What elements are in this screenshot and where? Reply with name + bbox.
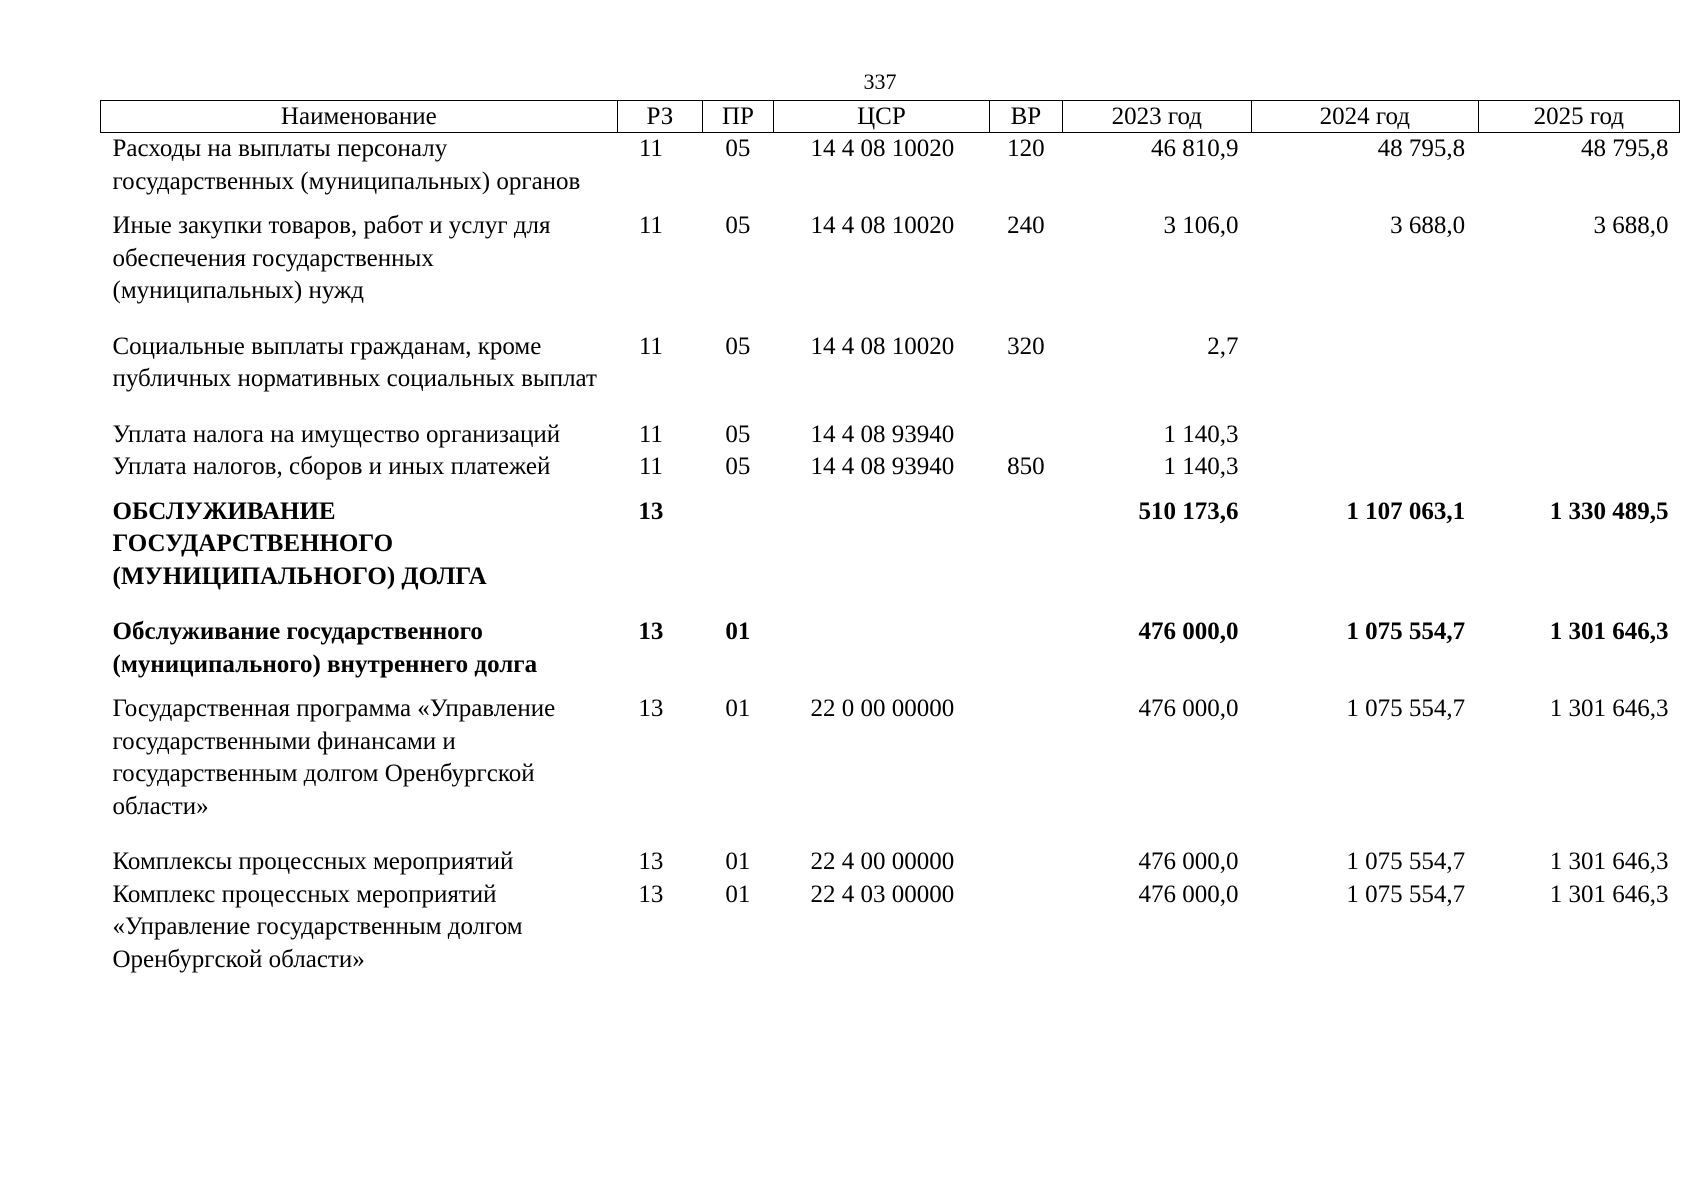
row-rz: 11 [638, 135, 663, 162]
row-2024: 1 075 554,7 [1346, 618, 1466, 645]
row-2025: 3 688,0 [1593, 212, 1669, 239]
row-rz: 11 [638, 453, 663, 480]
row-2024: 1 075 554,7 [1346, 848, 1466, 875]
row-csr: 14 4 08 10020 [810, 212, 955, 239]
row-2023: 1 140,3 [1163, 420, 1239, 448]
row-pr [703, 496, 773, 617]
row-vr: 120 [1007, 135, 1045, 162]
row-name: Иные закупки товаров, работ и услуг для обеспечения государственных (муниципальных) нужд [112, 212, 551, 304]
row-pr: 05 [725, 332, 751, 360]
row-2025: 1 301 646,3 [1549, 618, 1669, 645]
row-vr: 320 [1007, 332, 1045, 360]
row-2024: 1 107 063,1 [1346, 497, 1466, 525]
row-rz: 13 [638, 880, 664, 908]
header-csr: ЦСР [773, 101, 990, 133]
row-name: Обслуживание государственного (муниципального) внутреннего долга [112, 618, 538, 678]
row-pr: 05 [725, 453, 751, 480]
row-2023: 510 173,6 [1138, 497, 1239, 525]
row-vr [990, 879, 1063, 977]
table-row-section [101, 496, 1680, 617]
row-2025 [1478, 419, 1679, 452]
header-name: Наименование [101, 101, 618, 133]
header-2023: 2023 год [1062, 101, 1251, 133]
table-row [101, 133, 1680, 211]
header-2025: 2025 год [1478, 101, 1679, 133]
table-header-row [101, 101, 1680, 133]
table-row [101, 331, 1680, 419]
row-pr: 01 [725, 618, 751, 645]
header-vr: ВР [990, 101, 1063, 133]
row-2025: 1 301 646,3 [1549, 880, 1669, 908]
row-csr [773, 616, 990, 693]
row-csr [773, 496, 990, 617]
row-pr: 05 [725, 135, 751, 162]
row-2024: 1 075 554,7 [1346, 880, 1466, 908]
row-rz: 13 [638, 695, 664, 722]
header-pr: ПР [703, 101, 773, 133]
table-row [101, 846, 1680, 879]
row-2023: 46 810,9 [1150, 135, 1239, 162]
row-csr: 22 4 03 00000 [810, 880, 955, 908]
row-name: Уплата налога на имущество организаций [112, 420, 561, 448]
row-pr: 05 [725, 420, 751, 448]
header-2024: 2024 год [1251, 101, 1478, 133]
row-csr: 14 4 08 10020 [810, 135, 955, 162]
row-2024: 48 795,8 [1377, 135, 1466, 162]
table-row [101, 693, 1680, 846]
row-csr: 14 4 08 93940 [810, 420, 955, 448]
table-row-subsection [101, 616, 1680, 693]
row-rz: 13 [638, 848, 664, 875]
row-vr [990, 693, 1063, 846]
row-vr: 850 [1007, 453, 1045, 480]
row-name: ОБСЛУЖИВАНИЕ ГОСУДАРСТВЕННОГО (МУНИЦИПАЛЬНОГО) ДОЛГА [112, 497, 487, 590]
row-2023: 476 000,0 [1138, 618, 1239, 645]
page-number: 337 [863, 69, 897, 94]
row-pr: 05 [725, 212, 751, 239]
row-csr: 14 4 08 10020 [810, 332, 955, 360]
table-row [101, 419, 1680, 452]
row-2024: 1 075 554,7 [1346, 695, 1466, 722]
row-rz: 11 [638, 420, 663, 448]
row-2025: 48 795,8 [1581, 135, 1669, 162]
row-vr: 240 [1007, 212, 1045, 239]
row-vr [990, 616, 1063, 693]
row-2023: 476 000,0 [1138, 848, 1239, 875]
row-csr: 14 4 08 93940 [810, 453, 955, 480]
row-name: Расходы на выплаты персоналу государственных (муниципальных) органов [112, 135, 581, 195]
row-2025: 1 330 489,5 [1549, 497, 1669, 525]
row-2024 [1251, 331, 1478, 419]
header-rz: РЗ [617, 101, 703, 133]
row-vr [990, 496, 1063, 617]
budget-table [100, 100, 1680, 976]
row-pr: 01 [725, 695, 751, 722]
row-name: Комплексы процессных мероприятий [112, 848, 514, 875]
row-vr [990, 846, 1063, 879]
row-2025: 1 301 646,3 [1549, 695, 1669, 722]
row-2023: 476 000,0 [1138, 695, 1239, 722]
row-2024: 3 688,0 [1390, 212, 1466, 239]
row-2023: 1 140,3 [1163, 453, 1239, 480]
row-rz: 11 [638, 332, 663, 360]
table-row [101, 210, 1680, 331]
row-2024 [1251, 451, 1478, 496]
row-vr [990, 419, 1063, 452]
row-rz: 13 [638, 618, 664, 645]
row-2023: 2,7 [1207, 332, 1239, 360]
row-pr: 01 [725, 880, 751, 908]
row-csr: 22 0 00 00000 [810, 695, 955, 722]
table-row [101, 451, 1680, 496]
row-2025 [1478, 331, 1679, 419]
row-name: Уплата налогов, сборов и иных платежей [112, 453, 551, 480]
row-2023: 476 000,0 [1138, 880, 1239, 908]
row-name: Государственная программа «Управление государственными финансами и государственным долгом Оренбургской области» [112, 695, 556, 820]
row-2025: 1 301 646,3 [1549, 848, 1669, 875]
row-2023: 3 106,0 [1163, 212, 1239, 239]
row-csr: 22 4 00 00000 [810, 848, 955, 875]
row-2024 [1251, 419, 1478, 452]
row-pr: 01 [725, 848, 751, 875]
row-rz: 13 [638, 497, 664, 525]
row-name: Комплекс процессных мероприятий «Управление государственным долгом Оренбургской области» [112, 880, 523, 973]
row-rz: 11 [638, 212, 663, 239]
row-name: Социальные выплаты гражданам, кроме публичных нормативных социальных выплат [112, 332, 597, 392]
row-2025 [1478, 451, 1679, 496]
table-row [101, 879, 1680, 977]
